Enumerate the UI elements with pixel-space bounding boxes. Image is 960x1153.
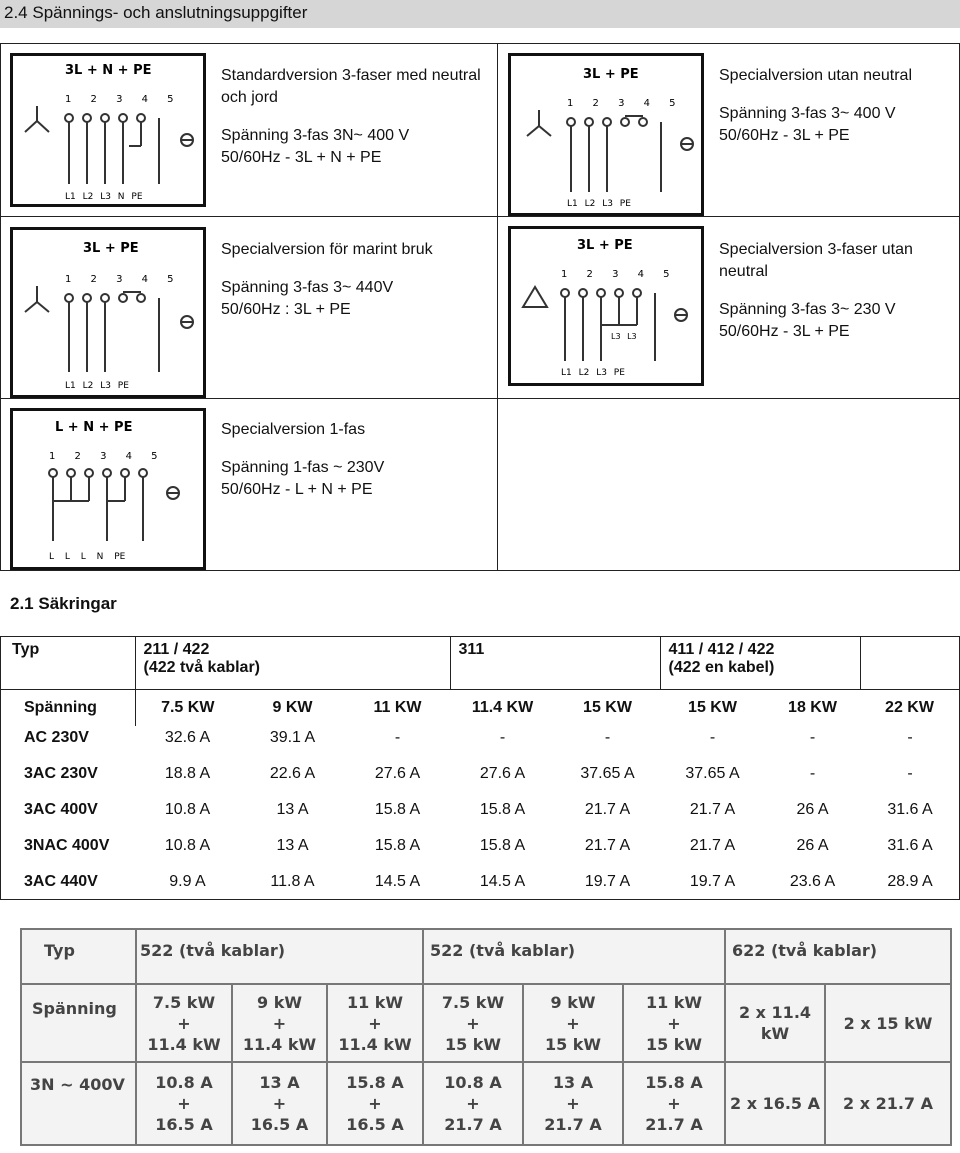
connection-spec: 50/60Hz - 3L + PE	[719, 127, 850, 144]
dt-power-cell	[623, 992, 725, 1055]
dt-current-cell	[136, 1072, 232, 1135]
dt-cell-line: +	[368, 1013, 382, 1033]
power-cell: 22 KW	[860, 690, 960, 727]
connection-spec: Spänning 3-fas 3~ 230 V	[719, 301, 896, 318]
dt-type-group: 522 (två kablar)	[140, 941, 286, 960]
dt-cell-line: 11 kW	[645, 992, 703, 1012]
terminal-numbers: 1 2 3 4 5	[561, 269, 678, 280]
connection-title: Standardversion 3-faser med neutral och jord	[221, 67, 481, 106]
dt-cell-line: 9 kW	[550, 992, 596, 1012]
fuse-section-title: 2.1 Säkringar	[10, 594, 117, 613]
connection-title: Specialversion utan neutral	[719, 67, 913, 84]
dt-cell-line: +	[566, 1094, 580, 1113]
dt-cell-line: 15.8 A	[346, 1073, 404, 1092]
current-cell: 23.6 A	[789, 873, 836, 890]
power-cell: 11.4 KW	[471, 699, 534, 716]
dt-type-group: 622 (två kablar)	[732, 941, 878, 960]
terminal-numbers: 1 2 3 4 5	[49, 451, 166, 462]
dt-current-cell	[423, 1072, 523, 1135]
current-cell: 11.8 A	[270, 873, 315, 890]
typ-label: Typ	[12, 641, 40, 658]
power-cell: 9 KW	[272, 699, 313, 716]
dt-cell-line: 11.4 kW	[242, 1034, 317, 1054]
terminal-bottom-labels: L1 L2 L3 PE	[561, 368, 625, 378]
table-border	[0, 636, 1, 900]
current-cell: 39.1 A	[269, 729, 316, 746]
dt-cell-line: +	[667, 1094, 681, 1113]
current-cell: 37.65 A	[580, 765, 635, 782]
voltage-label: AC 230V	[24, 729, 89, 746]
wiring-diagram	[508, 226, 704, 386]
fuse-table-header	[0, 637, 960, 690]
diagram-label: 3L + PE	[577, 238, 633, 253]
dt-cell-line: +	[177, 1013, 191, 1033]
wiring-diagram	[10, 53, 206, 207]
dt-current-cell	[725, 1093, 825, 1114]
current-cell: 21.7 A	[584, 801, 631, 818]
dt-power-cell	[725, 1002, 825, 1044]
connection-grid	[0, 43, 960, 571]
current-cell: 14.5 A	[374, 873, 421, 890]
fuse-table-row	[0, 828, 960, 864]
current-cell: 21.7 A	[584, 837, 631, 854]
current-cell: -	[499, 729, 506, 746]
dt-power-cell	[136, 992, 232, 1055]
type-group-line: 211 / 422	[143, 641, 210, 658]
current-cell: 26 A	[796, 801, 829, 818]
connection-spec: Spänning 1-fas ~ 230V	[221, 459, 385, 476]
fuse-table	[0, 636, 960, 726]
current-cell: 26 A	[796, 837, 829, 854]
connection-text	[719, 239, 955, 343]
terminal-bottom-labels: L L L N PE	[49, 552, 126, 562]
current-cell: -	[709, 729, 716, 746]
dt-cell-line: 9 kW	[257, 992, 302, 1012]
current-cell: -	[604, 729, 611, 746]
terminal-bottom-labels: L1 L2 L3 PE	[567, 199, 631, 209]
dt-cell-line: 15 kW	[544, 1034, 602, 1054]
current-cell: 18.8 A	[164, 765, 211, 782]
current-cell: 15.8 A	[479, 801, 526, 818]
current-cell: 15.8 A	[374, 837, 421, 854]
dt-cell-line: 16.5 A	[250, 1115, 309, 1134]
current-cell: -	[907, 729, 913, 746]
type-group	[660, 637, 860, 690]
wiring-diagram	[10, 408, 206, 570]
dt-cell-line: +	[466, 1094, 480, 1113]
connection-title: Specialversion för marint bruk	[221, 241, 433, 258]
current-cell: 15.8 A	[479, 837, 526, 854]
current-cell: 19.7 A	[689, 873, 736, 890]
dual-cable-table	[20, 928, 952, 1146]
current-cell: 32.6 A	[164, 729, 211, 746]
current-cell: 13 A	[276, 837, 309, 854]
bridge-labels: L3 L3	[611, 332, 637, 341]
terminal-bottom-labels: L1 L2 L3 N PE	[65, 192, 143, 202]
power-cell: 11 KW	[373, 699, 422, 716]
grid-line	[497, 43, 498, 571]
dt-cell-line: 16.5 A	[155, 1115, 213, 1134]
table-border	[0, 899, 960, 900]
dt-cell-line: 2 x 16.5 A	[729, 1094, 821, 1113]
dt-cell-line: 16.5 A	[346, 1115, 404, 1134]
connection-spec: 50/60Hz - 3L + N + PE	[221, 149, 382, 166]
power-cell: 15 KW	[583, 699, 632, 716]
connection-text	[221, 65, 481, 169]
type-group-line: (422 en kabel)	[668, 659, 775, 676]
dt-cell-line: 13 A	[552, 1073, 594, 1092]
voltage-label: 3AC 400V	[24, 801, 98, 818]
diagram-label: L + N + PE	[55, 420, 133, 435]
dt-cell-line: 21.7 A	[544, 1115, 602, 1134]
grid-line	[0, 570, 960, 571]
dt-cell-line: 7.5 kW	[441, 992, 505, 1012]
voltage-label: 3AC 230V	[24, 765, 98, 782]
dt-typ-label: Typ	[44, 941, 75, 960]
connection-title: Specialversion 3-faser utan neutral	[719, 241, 913, 280]
connection-spec: Spänning 3-fas 3N~ 400 V	[221, 127, 410, 144]
current-cell: 31.6 A	[887, 837, 933, 854]
fuse-table-row	[0, 720, 960, 756]
terminal-numbers: 1 2 3 4 5	[65, 274, 182, 285]
current-cell: 37.65 A	[685, 765, 740, 782]
grid-line	[0, 43, 1, 571]
dt-current-cell	[825, 1093, 951, 1114]
dt-cell-line: 10.8 A	[444, 1073, 502, 1092]
diagram-label: 3L + N + PE	[65, 63, 152, 78]
fuse-table-row	[0, 792, 960, 828]
fuse-table-body	[0, 720, 960, 900]
current-cell: 10.8 A	[164, 801, 211, 818]
current-cell: 9.9 A	[169, 873, 206, 890]
type-group	[135, 637, 450, 690]
section-heading: 2.4 Spännings- och anslutningsuppgifter	[0, 0, 960, 28]
connection-text	[221, 419, 481, 501]
dt-cell-line: 15 kW	[444, 1034, 502, 1054]
dt-cell-line: +	[368, 1094, 382, 1113]
voltage-label: 3AC 440V	[24, 873, 98, 890]
grid-line	[0, 43, 960, 44]
connection-spec: 50/60Hz - L + N + PE	[221, 481, 373, 498]
current-cell: 19.7 A	[584, 873, 631, 890]
connection-spec: Spänning 3-fas 3~ 440V	[221, 279, 394, 296]
fuse-table-row	[0, 756, 960, 792]
terminal-numbers: 1 2 3 4 5	[65, 94, 182, 105]
dt-power-cell	[232, 992, 327, 1055]
dt-cell-line: +	[272, 1094, 287, 1113]
dt-current-cell	[232, 1072, 327, 1135]
connection-text	[719, 65, 955, 147]
current-cell: -	[394, 729, 401, 746]
dt-cell-line: 10.8 A	[155, 1073, 213, 1092]
terminal-bottom-labels: L1 L2 L3 PE	[65, 381, 129, 391]
current-cell: 15.8 A	[374, 801, 421, 818]
dt-cell-line: 2 x 11.4	[738, 1003, 812, 1022]
dt-cell-line: 11.4 kW	[338, 1034, 412, 1054]
dt-power-cell	[523, 992, 623, 1055]
connection-spec: 50/60Hz - 3L + PE	[719, 323, 850, 340]
dt-power-cell	[423, 992, 523, 1055]
current-cell: 22.6 A	[269, 765, 316, 782]
wiring-diagram	[10, 227, 206, 398]
dt-cell-line: +	[566, 1013, 580, 1033]
dt-cell-line: +	[177, 1094, 191, 1113]
dt-row-label: 3N ~ 400V	[30, 1075, 125, 1094]
current-cell: 14.5 A	[479, 873, 526, 890]
voltage-label: 3NAC 400V	[24, 837, 110, 854]
dt-power-cell	[327, 992, 423, 1055]
power-cell: 7.5 KW	[135, 690, 240, 727]
dt-current-cell	[623, 1072, 725, 1135]
current-cell: 28.9 A	[887, 873, 933, 890]
type-group	[450, 637, 660, 690]
fuse-table-row	[0, 864, 960, 900]
dt-cell-line: 15 kW	[645, 1034, 703, 1054]
connection-title: Specialversion 1-fas	[221, 421, 366, 438]
grid-line	[0, 216, 960, 217]
current-cell: 31.6 A	[887, 801, 933, 818]
dt-cell-line: 15.8 A	[645, 1073, 703, 1092]
dt-spanning-label: Spänning	[32, 999, 117, 1018]
diagram-label: 3L + PE	[583, 67, 639, 82]
dt-cell-line: 11.4 kW	[147, 1034, 221, 1054]
power-cell: 18 KW	[788, 699, 837, 716]
connection-text	[221, 239, 481, 321]
current-cell: 27.6 A	[479, 765, 526, 782]
type-group-line: 311	[458, 641, 485, 658]
current-cell: 10.8 A	[164, 837, 211, 854]
dt-cell-line: 21.7 A	[444, 1115, 502, 1134]
current-cell: 27.6 A	[374, 765, 421, 782]
dt-cell-line: 2 x 15 kW	[843, 1013, 933, 1033]
dt-cell-line: 7.5 kW	[152, 992, 216, 1012]
diagram-label: 3L + PE	[83, 241, 139, 256]
dt-cell-line: +	[667, 1013, 681, 1033]
dt-cell-line: 2 x 21.7 A	[842, 1094, 934, 1113]
current-cell: -	[907, 765, 913, 782]
current-cell: 21.7 A	[689, 837, 736, 854]
wiring-diagram	[508, 53, 704, 216]
type-group-line: 411 / 412 / 422	[668, 641, 775, 658]
power-cell: 15 KW	[688, 699, 737, 716]
dt-cell-line: 13 A	[259, 1073, 300, 1092]
current-cell: -	[809, 765, 816, 782]
current-cell: 13 A	[276, 801, 309, 818]
terminal-numbers: 1 2 3 4 5	[567, 98, 684, 109]
dt-cell-line: kW	[760, 1024, 790, 1043]
connection-spec: Spänning 3-fas 3~ 400 V	[719, 105, 896, 122]
dt-power-cell	[825, 1013, 951, 1034]
dt-cell-line: +	[272, 1013, 287, 1033]
connection-spec: 50/60Hz : 3L + PE	[221, 301, 351, 318]
dt-cell-line: 11 kW	[346, 992, 404, 1012]
dt-type-group: 522 (två kablar)	[430, 941, 576, 960]
grid-line	[0, 398, 960, 399]
current-cell: -	[809, 729, 816, 746]
type-group-line: (422 två kablar)	[143, 659, 261, 676]
current-cell: 21.7 A	[689, 801, 736, 818]
dt-cell-line: 21.7 A	[645, 1115, 703, 1134]
dt-cell-line: +	[466, 1013, 480, 1033]
dt-current-cell	[327, 1072, 423, 1135]
dt-current-cell	[523, 1072, 623, 1135]
spanning-label: Spänning	[24, 699, 97, 716]
